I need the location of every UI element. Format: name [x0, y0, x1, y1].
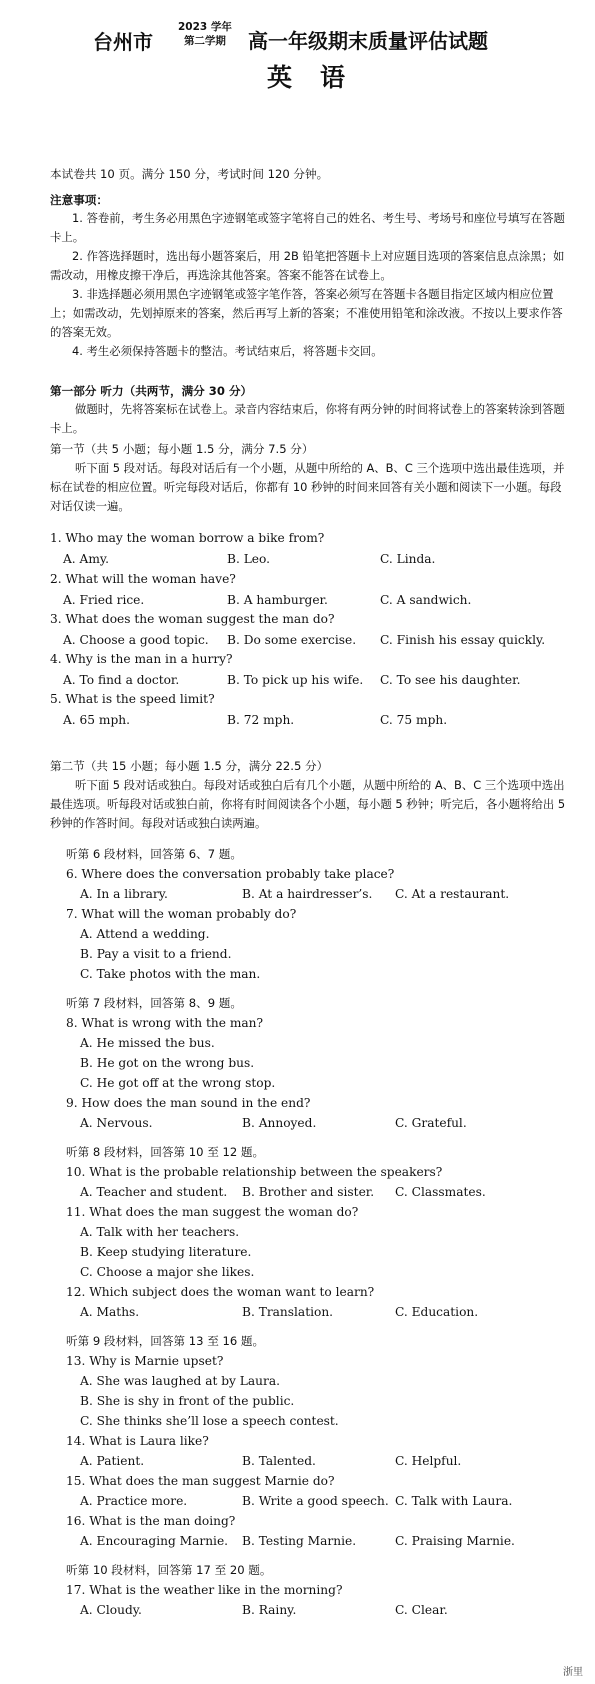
watermark: 浙里 — [563, 1667, 583, 1678]
material-label: 听第 9 段材料，回答第 13 至 16 题。 — [66, 1334, 265, 1348]
answer-option: C. She thinks she’ll lose a speech contest. — [80, 1414, 339, 1428]
header-year-line2: 第二学期 — [183, 35, 226, 47]
answer-option: B. She is shy in front of the public. — [80, 1394, 295, 1408]
note-1: 1. 答卷前，考生务必用黑色字迹钢笔或签字笔将自己的姓名、考生号、考场号和座位号填写在答题卡上。 — [50, 211, 565, 244]
question-stem: 11. What does the man suggest the woman do? — [66, 1205, 359, 1219]
answer-option: A. Cloudy. — [80, 1603, 142, 1617]
answer-option: C. Helpful. — [395, 1454, 462, 1468]
answer-option: C. Linda. — [380, 552, 436, 566]
answer-option: B. Leo. — [227, 552, 271, 566]
material-label: 听第 6 段材料，回答第 6、7 题。 — [66, 847, 242, 861]
answer-option: B. Testing Marnie. — [242, 1534, 357, 1548]
answer-option: C. Grateful. — [395, 1116, 467, 1130]
section2-instruction: 听下面 5 段对话或独白。每段对话或独白后有几个小题，从题中所给的 A、B、C 三个选项中选出最佳选项。听每段对话或独白前，你将有时间阅读各个小题，每小题 5 秒钟；听完后，各小题将给出 5 秒钟的作答时间。每段对话或独白读两遍。 — [50, 778, 566, 830]
question-stem: 14. What is Laura like? — [66, 1434, 209, 1448]
exam-title: 高一年级期末质量评估试题 — [248, 29, 488, 53]
answer-option: B. Keep studying literature. — [80, 1245, 252, 1259]
note-2: 2. 作答选择题时，选出每小题答案后，用 2B 铅笔把答题卡上对应题目选项的答案信息点涂黑；如需改动，用橡皮擦干净后，再选涂其他答案。答案不能答在试卷上。 — [50, 249, 565, 282]
answer-option: A. Encouraging Marnie. — [80, 1534, 229, 1548]
answer-option: B. 72 mph. — [227, 713, 295, 727]
part1-title: 第一部分 听力（共两节，满分 30 分） — [50, 384, 253, 398]
answer-option: B. Brother and sister. — [242, 1185, 375, 1199]
header-year-line1: 2023 学年 — [178, 21, 232, 33]
answer-option: C. Take photos with the man. — [80, 967, 261, 981]
question-stem: 17. What is the weather like in the morning? — [66, 1583, 343, 1597]
question-stem: 9. How does the man sound in the end? — [66, 1096, 311, 1110]
answer-option: A. Amy. — [63, 552, 110, 566]
answer-option: B. Annoyed. — [242, 1116, 317, 1130]
material-label: 听第 7 段材料，回答第 8、9 题。 — [66, 996, 242, 1010]
material-label: 听第 8 段材料，回答第 10 至 12 题。 — [66, 1145, 265, 1159]
answer-option: A. He missed the bus. — [80, 1036, 215, 1050]
question-stem: 2. What will the woman have? — [50, 572, 236, 586]
answer-option: B. Do some exercise. — [227, 633, 357, 647]
answer-option: A. In a library. — [80, 887, 168, 901]
answer-option: C. To see his daughter. — [380, 673, 521, 687]
answer-option: C. Praising Marnie. — [395, 1534, 515, 1548]
answer-option: B. Write a good speech. — [242, 1494, 389, 1508]
question-stem: 12. Which subject does the woman want to learn? — [66, 1285, 375, 1299]
header-city: 台州市 — [93, 30, 153, 54]
subject-title: 英语 — [267, 63, 374, 92]
question-stem: 10. What is the probable relationship between the speakers? — [66, 1165, 443, 1179]
answer-option: A. Nervous. — [80, 1116, 153, 1130]
answer-option: B. He got on the wrong bus. — [80, 1056, 255, 1070]
answer-option: A. To find a doctor. — [63, 673, 180, 687]
answer-option: A. Practice more. — [80, 1494, 188, 1508]
section2-title: 第二节（共 15 小题；每小题 1.5 分，满分 22.5 分） — [50, 759, 329, 773]
part1-instruction: 做题时，先将答案标在试卷上。录音内容结束后，你将有两分钟的时间将试卷上的答案转涂到答题卡上。 — [50, 402, 565, 435]
answer-option: C. Talk with Laura. — [395, 1494, 513, 1508]
answer-option: A. Maths. — [80, 1305, 140, 1319]
answer-option: B. Rainy. — [242, 1603, 297, 1617]
answer-option: C. 75 mph. — [380, 713, 448, 727]
answer-option: C. Classmates. — [395, 1185, 486, 1199]
question-stem: 1. Who may the woman borrow a bike from? — [50, 531, 325, 545]
material-label: 听第 10 段材料，回答第 17 至 20 题。 — [66, 1563, 272, 1577]
answer-option: C. At a restaurant. — [395, 887, 510, 901]
answer-option: C. Choose a major she likes. — [80, 1265, 255, 1279]
question-stem: 3. What does the woman suggest the man do? — [50, 612, 335, 626]
answer-option: B. At a hairdresser’s. — [242, 887, 373, 901]
question-stem: 8. What is wrong with the man? — [66, 1016, 264, 1030]
answer-option: B. To pick up his wife. — [227, 673, 364, 687]
answer-option: C. He got off at the wrong stop. — [80, 1076, 276, 1090]
answer-option: A. 65 mph. — [63, 713, 131, 727]
answer-option: B. Pay a visit to a friend. — [80, 947, 232, 961]
answer-option: A. Choose a good topic. — [63, 633, 209, 647]
answer-option: B. Talented. — [242, 1454, 316, 1468]
header-year — [178, 20, 232, 48]
answer-option: A. Attend a wedding. — [80, 927, 210, 941]
answer-option: C. Finish his essay quickly. — [380, 633, 546, 647]
answer-option: C. Clear. — [395, 1603, 448, 1617]
question-stem: 4. Why is the man in a hurry? — [50, 652, 233, 666]
question-stem: 7. What will the woman probably do? — [66, 907, 297, 921]
answer-option: B. Translation. — [242, 1305, 334, 1319]
answer-option: A. Fried rice. — [63, 593, 145, 607]
question-stem: 5. What is the speed limit? — [50, 692, 215, 706]
answer-option: A. Patient. — [80, 1454, 145, 1468]
question-stem: 6. Where does the conversation probably take place? — [66, 867, 395, 881]
question-stem: 16. What is the man doing? — [66, 1514, 236, 1528]
answer-option: A. Teacher and student. — [80, 1185, 228, 1199]
answer-option: A. She was laughed at by Laura. — [80, 1374, 280, 1388]
answer-option: A. Talk with her teachers. — [80, 1225, 240, 1239]
answer-option: C. A sandwich. — [380, 593, 472, 607]
section1-instruction: 听下面 5 段对话。每段对话后有一个小题，从题中所给的 A、B、C 三个选项中选出最佳选项，并标在试卷的相应位置。听完每段对话后，你都有 10 秒钟的时间来回答有关小题和阅读下一小题。每段对话仅读一遍。 — [50, 461, 565, 513]
note-4: 4. 考生必须保持答题卡的整洁。考试结束后，将答题卡交回。 — [72, 344, 383, 358]
answer-option: B. A hamburger. — [227, 593, 328, 607]
exam-intro: 本试卷共 10 页。满分 150 分，考试时间 120 分钟。 — [50, 167, 329, 181]
answer-option: C. Education. — [395, 1305, 479, 1319]
question-stem: 13. Why is Marnie upset? — [66, 1354, 224, 1368]
note-3: 3. 非选择题必须用黑色字迹钢笔或签字笔作答，答案必须写在答题卡各题目指定区域内相应位置上；如需改动，先划掉原来的答案，然后再写上新的答案；不准使用铅笔和涂改液。不按以上要求作答的答案无效。 — [50, 287, 563, 339]
section1-title: 第一节（共 5 小题；每小题 1.5 分，满分 7.5 分） — [50, 442, 314, 456]
notes-title: 注意事项： — [50, 193, 108, 207]
question-stem: 15. What does the man suggest Marnie do? — [66, 1474, 335, 1488]
